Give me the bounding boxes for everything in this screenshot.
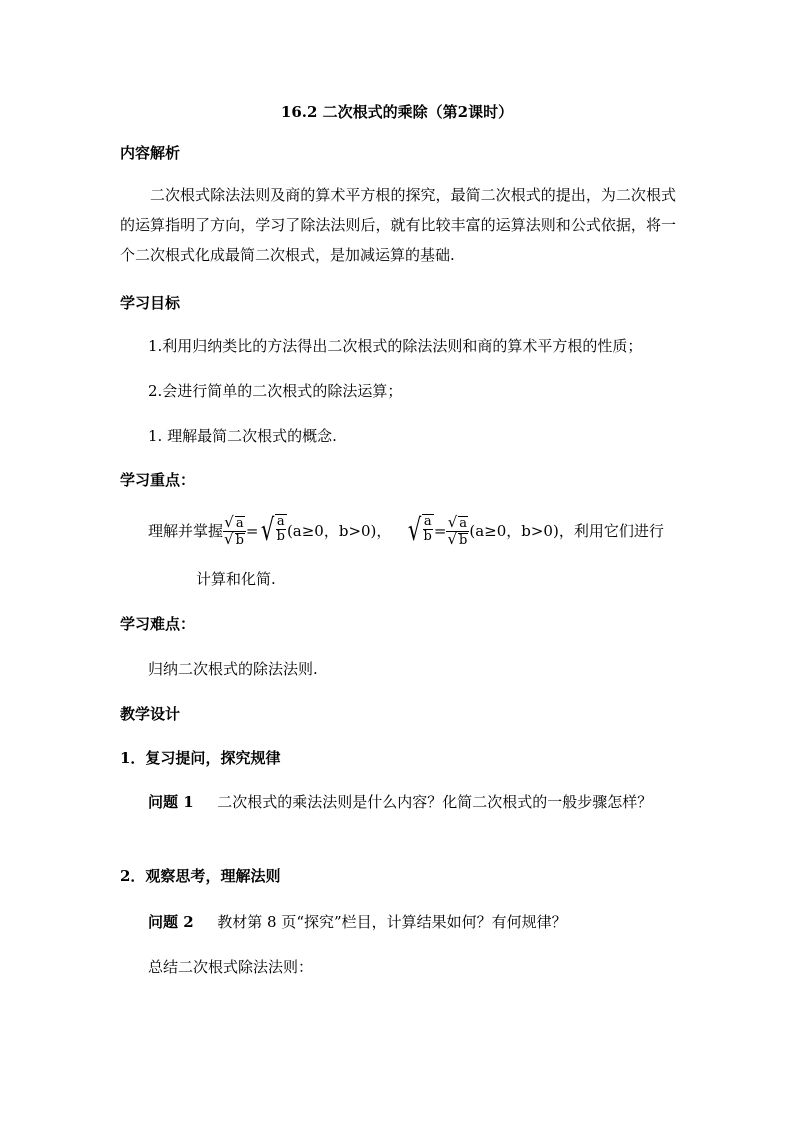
- fraction-sqrt-a-over-sqrt-b: $\frac{√ a}{√ b}$: [224, 512, 244, 548]
- question-1: [148, 792, 652, 812]
- sqrt-of-a-over-b: √ $\frac{a}{b}$: [261, 513, 285, 548]
- key-line-2: 计算和化简.: [196, 570, 276, 588]
- goal-1: 1.利用归纳类比的方法得出二次根式的除法法则和商的算术平方根的性质；: [148, 337, 643, 355]
- goal-2: 2.会进行简单的二次根式的除法运算；: [148, 382, 403, 400]
- summary-text: 总结二次根式除法法则：: [148, 958, 314, 976]
- fraction-sqrt-a-over-sqrt-b-2: $\frac{√ a}{√ b}$: [447, 512, 468, 548]
- question-2: [148, 912, 567, 932]
- key-prefix: 理解并掌握: [148, 522, 224, 540]
- heading-learning-goals: 学习目标: [120, 294, 181, 312]
- q2-text: 教材第 8 页“探究”栏目，计算结果如何？有何规律？: [217, 913, 567, 931]
- condition-1: (a≥0，b>0)，: [286, 522, 392, 540]
- difficulty-text: 归纳二次根式的除法法则.: [148, 660, 318, 678]
- heading-difficulties: 学习难点：: [120, 615, 196, 633]
- page-title: 16.2 二次根式的乘除（第2课时）: [280, 103, 514, 121]
- key-points-formula: [148, 514, 664, 548]
- q2-label: 问题 2: [148, 913, 194, 931]
- goal-3: 1. 理解最简二次根式的概念.: [148, 427, 337, 445]
- content-paragraph: 二次根式除法法则及商的算术平方根的探究，最简二次根式的提出，为二次根式的运算指明了方向，学习了除法法则后，就有比较丰富的运算法则和公式依据，将一个二次根式化成最简二次根式，是加减运算的基础.: [120, 186, 676, 264]
- step-2: 2．观察思考，理解法则: [120, 867, 281, 885]
- heading-content-analysis: 内容解析: [120, 144, 181, 162]
- step-1: 1．复习提问，探究规律: [120, 749, 281, 767]
- condition-2: (a≥0，b>0)，利用它们进行: [469, 522, 664, 540]
- heading-teaching-design: 教学设计: [120, 705, 181, 723]
- heading-key-points: 学习重点：: [120, 471, 196, 489]
- equals-sign: =: [245, 522, 259, 540]
- q1-label: 问题 1: [148, 793, 194, 811]
- sqrt-of-a-over-b-2: √ $\frac{a}{b}$: [408, 513, 432, 548]
- q1-text: 二次根式的乘法法则是什么内容？化简二次根式的一般步骤怎样？: [217, 793, 653, 811]
- equals-sign-2: =: [433, 522, 447, 540]
